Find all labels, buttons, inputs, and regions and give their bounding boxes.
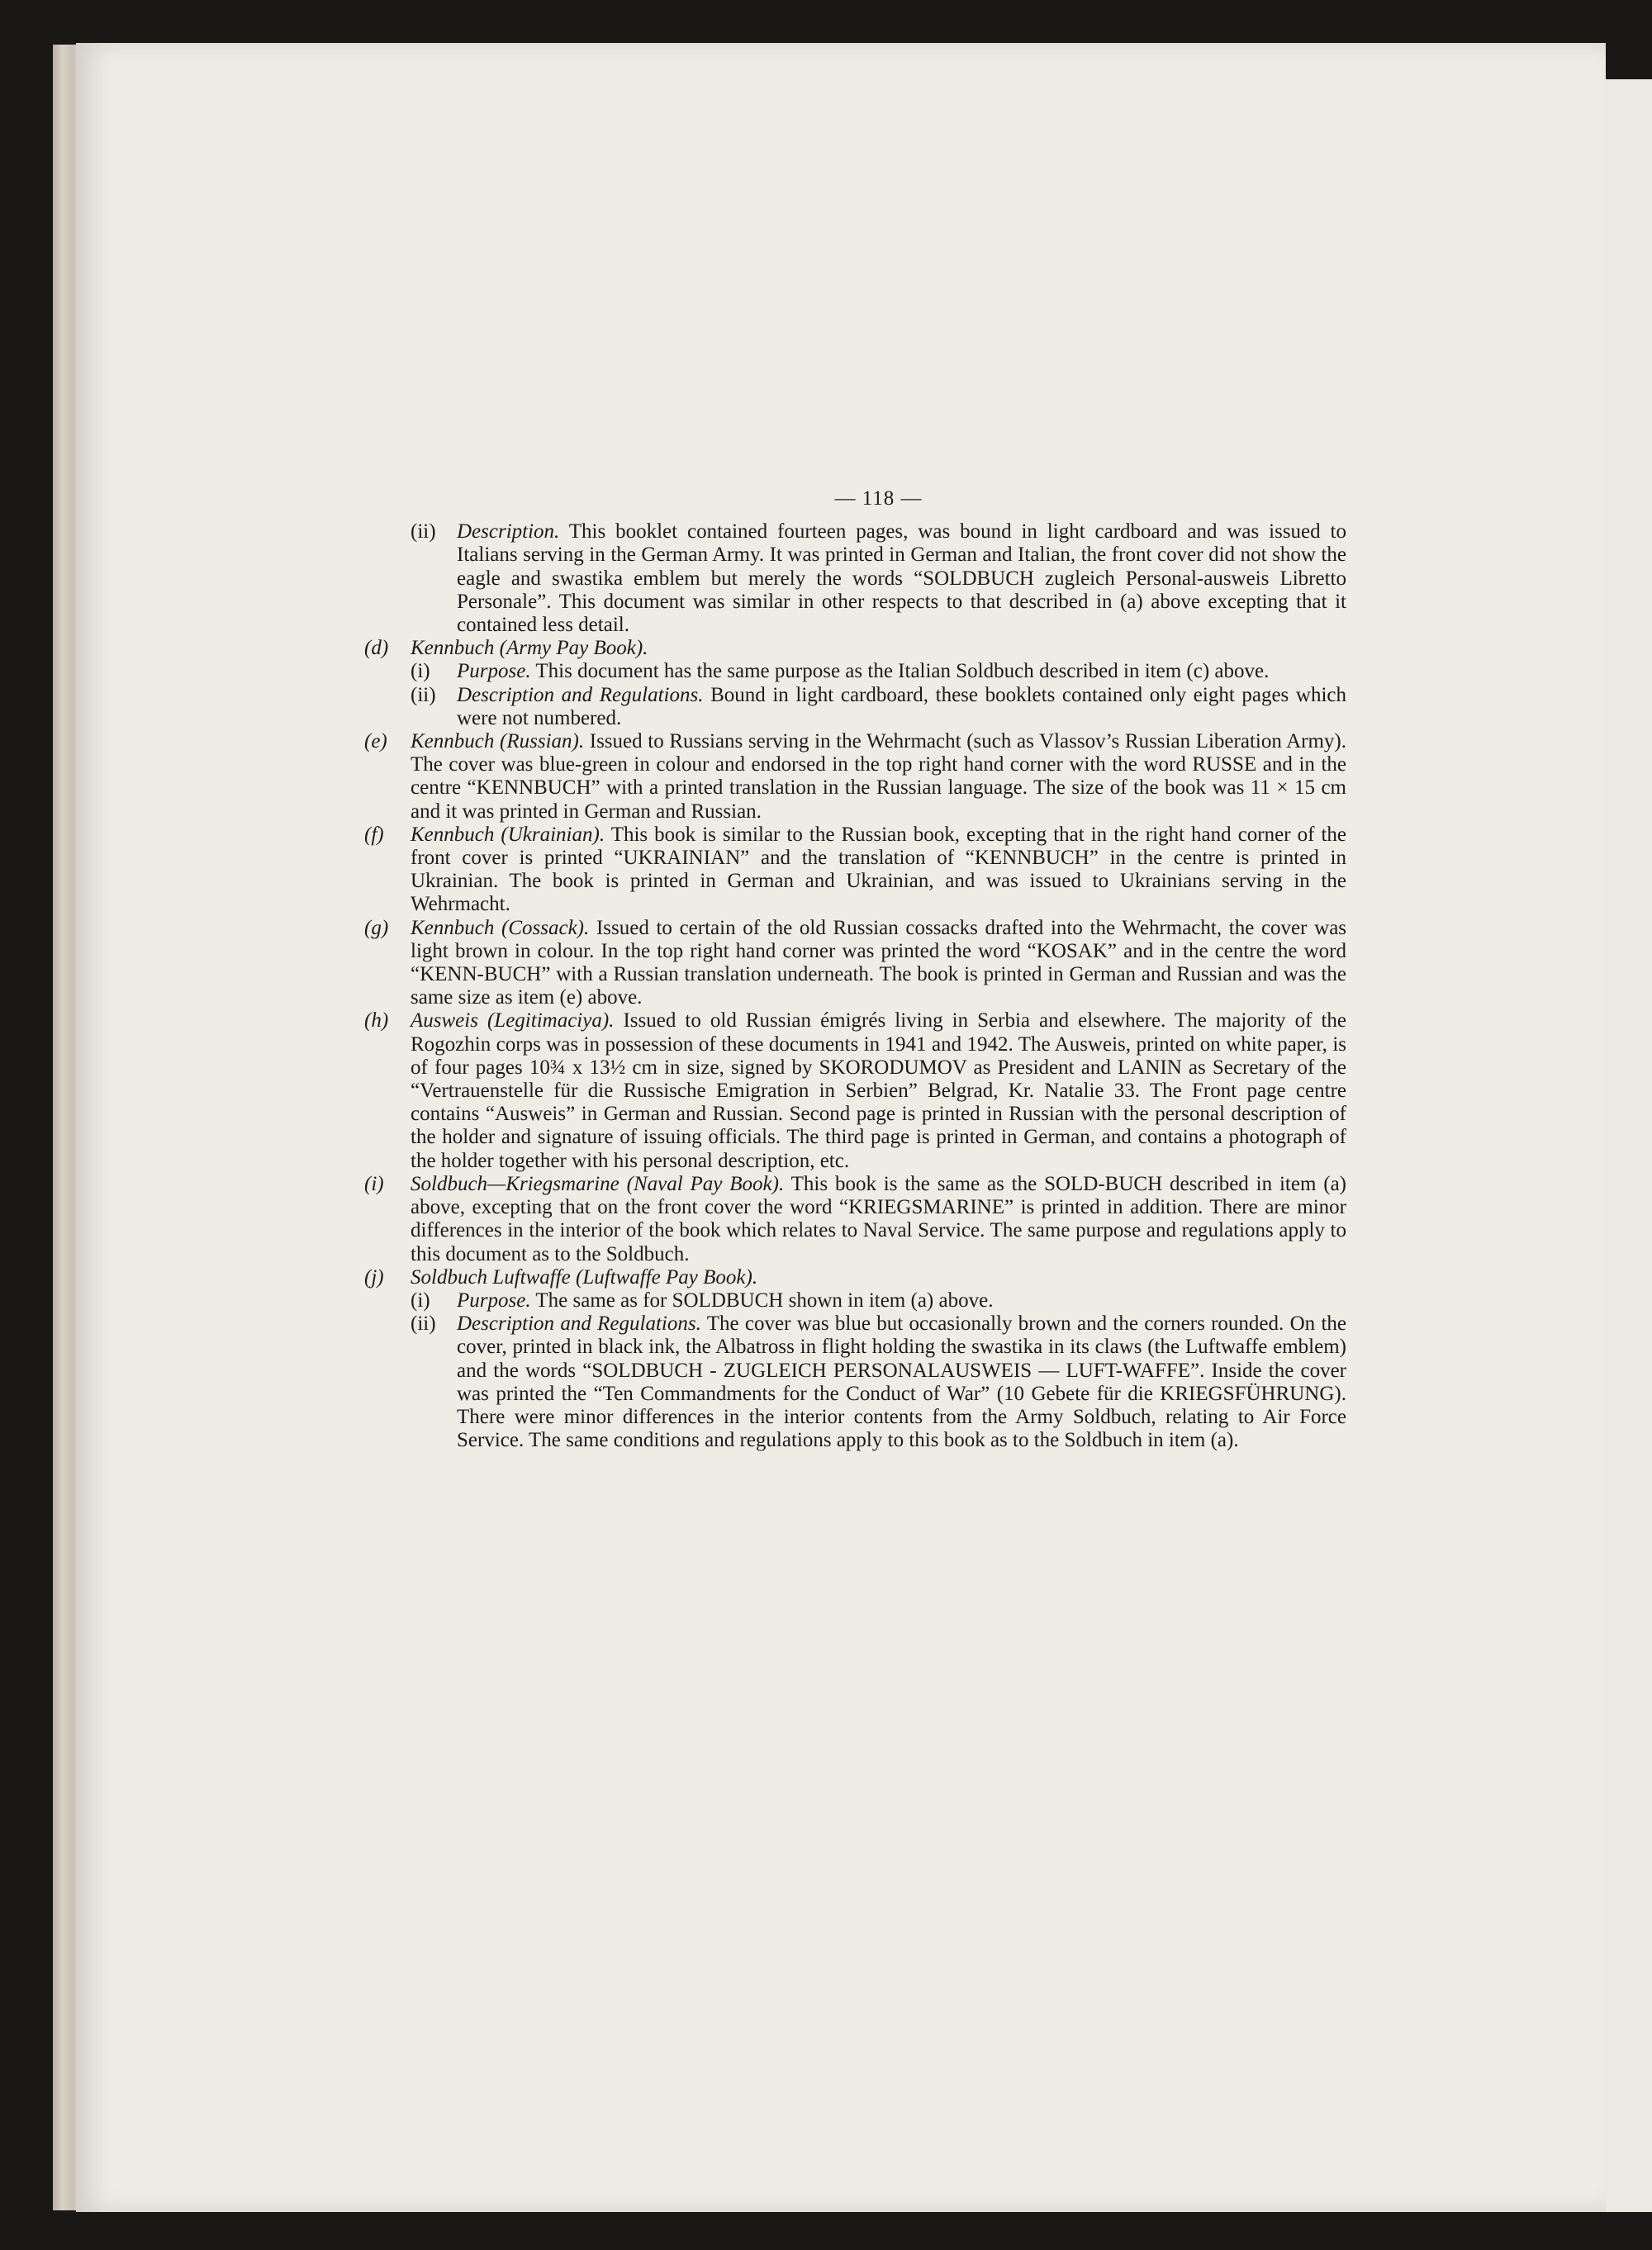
- entry-j-ii: [411, 1312, 1346, 1452]
- entry-d-ii: [411, 684, 1346, 730]
- facing-page-edge: [1606, 79, 1652, 2212]
- entry-title: Soldbuch—Kriegsmarine (Naval Pay Book).: [411, 1172, 785, 1195]
- entry-marker: (ii): [411, 520, 436, 544]
- entry-g: [364, 917, 1346, 1010]
- entry-d: [364, 637, 1346, 660]
- entry-title: Soldbuch Luftwaffe (Luftwaffe Pay Book).: [411, 1265, 758, 1289]
- entry-marker: (f): [364, 823, 384, 846]
- entry-marker: (h): [364, 1009, 389, 1032]
- entry-title: Purpose.: [457, 1289, 531, 1312]
- entry-marker: (e): [364, 730, 387, 753]
- entry-title: Ausweis (Legitimaciya).: [411, 1009, 615, 1032]
- entry-marker: (ii): [411, 683, 436, 706]
- entry-marker: (ii): [411, 1312, 436, 1336]
- entry-text: Issued to certain of the old Russian cossacks drafted into the Wehrmacht, the cover was light brown in colour. In the top right hand corner was printed the word “KOSAK” and in the centre the word “KENN-BUCH” with a Russian translation underneath. The book is printed in German and Russian and was the same size as item (e) above.: [411, 916, 1347, 1009]
- entry-marker: (g): [364, 916, 389, 939]
- entry-e: [364, 730, 1346, 824]
- entry-title: Kennbuch (Ukrainian).: [411, 823, 605, 846]
- page-number: — 118 —: [834, 487, 923, 510]
- entry-d-i: [411, 660, 1346, 683]
- entry-text: This book is the same as the SOLD-BUCH described in item (a) above, excepting that on the front cover the word “KRIEGSMARINE” is printed in addition. There are minor differences in the interior of the book which relates to Naval Service. The same purpose and regulations apply to this document as to the Soldbuch.: [411, 1172, 1346, 1265]
- entry-marker: (i): [411, 1289, 430, 1312]
- entry-marker: (d): [364, 637, 389, 660]
- entry-i: [364, 1173, 1346, 1266]
- entry-j: [364, 1266, 1346, 1289]
- entry-title: Kennbuch (Russian).: [411, 730, 585, 753]
- entry-title: Description.: [457, 520, 560, 544]
- entry-f: [364, 824, 1346, 917]
- entry-marker: (i): [411, 660, 430, 683]
- entry-marker: (i): [364, 1172, 384, 1195]
- entry-text: The same as for SOLDBUCH shown in item (a) above.: [535, 1289, 994, 1312]
- entry-j-i: [411, 1289, 1346, 1312]
- entry-text: This book is similar to the Russian book, excepting that in the right hand corner of the front cover is printed “UKRAINIAN” and the translation of “KENNBUCH” in the centre is printed in Ukrainian. The book is printed in German and Ukrainian, and was issued to Ukrainians serving in the Wehrmacht.: [411, 823, 1346, 916]
- entry-c-ii: [411, 520, 1346, 637]
- entry-title: Description and Regulations.: [457, 683, 704, 706]
- entry-text: This document has the same purpose as the Italian Soldbuch described in item (c) above.: [535, 660, 1270, 683]
- page-content: [364, 487, 1347, 1452]
- entry-title: Purpose.: [457, 660, 531, 683]
- entry-text: This booklet contained fourteen pages, was bound in light cardboard and was issued to Italians serving in the German Army. It was printed in German and Italian, the front cover did not show the eagle and swastika emblem but merely the words “SOLDBUCH zugleich Personal-ausweis Libretto Personale”. This document was similar in other respects to that described in (a) above excepting that it contained less detail.: [457, 520, 1346, 637]
- entry-text: Issued to old Russian émigrés living in Serbia and elsewhere. The majority of the Rogozhin corps was in possession of these documents in 1941 and 1942. The Ausweis, printed on white paper, is of four pages 10¾ x 13½ cm in size, signed by SKORODUMOV as President and LANIN as Secretary of the “Vertrauenstelle für die Russische Emigration in Serbien” Belgrad, Kr. Natalie 33. The Front page centre contains “Ausweis” in German and Russian. Second page is printed in Russian with the personal description of the holder and signature of issuing officials. The third page is printed in German, and contains a photograph of the holder together with his personal description, etc.: [411, 1009, 1346, 1172]
- entry-title: Description and Regulations.: [457, 1312, 701, 1336]
- entry-title: Kennbuch (Army Pay Book).: [411, 637, 648, 660]
- entry-marker: (j): [364, 1265, 384, 1289]
- entry-text: Bound in light cardboard, these booklets contained only eight pages which were not numbered.: [457, 683, 1346, 729]
- entry-text: The cover was blue but occasionally brown and the corners rounded. On the cover, printed in black ink, the Albatross in flight holding the swastika in its claws (the Luftwaffe emblem) and the words “SOLDBUCH - ZUGLEICH PERSONALAUSWEIS — LUFT-WAFFE”. Inside the cover was printed the “Ten Commandments for the Conduct of War” (10 Gebete für die KRIEGSFÜHRUNG). There were minor differences in the interior contents from the Army Soldbuch, relating to Air Force Service. The same conditions and regulations apply to this book as to the Soldbuch in item (a).: [457, 1312, 1346, 1452]
- entry-text: Issued to Russians serving in the Wehrmacht (such as Vlassov’s Russian Liberation Army). The cover was blue-green in colour and endorsed in the top right hand corner with the word RUSSE and in the centre “KENNBUCH” with a printed translation in the Russian language. The size of the book was 11 × 15 cm and it was printed in German and Russian.: [411, 730, 1346, 823]
- entry-h: [364, 1009, 1346, 1172]
- entry-title: Kennbuch (Cossack).: [411, 916, 590, 939]
